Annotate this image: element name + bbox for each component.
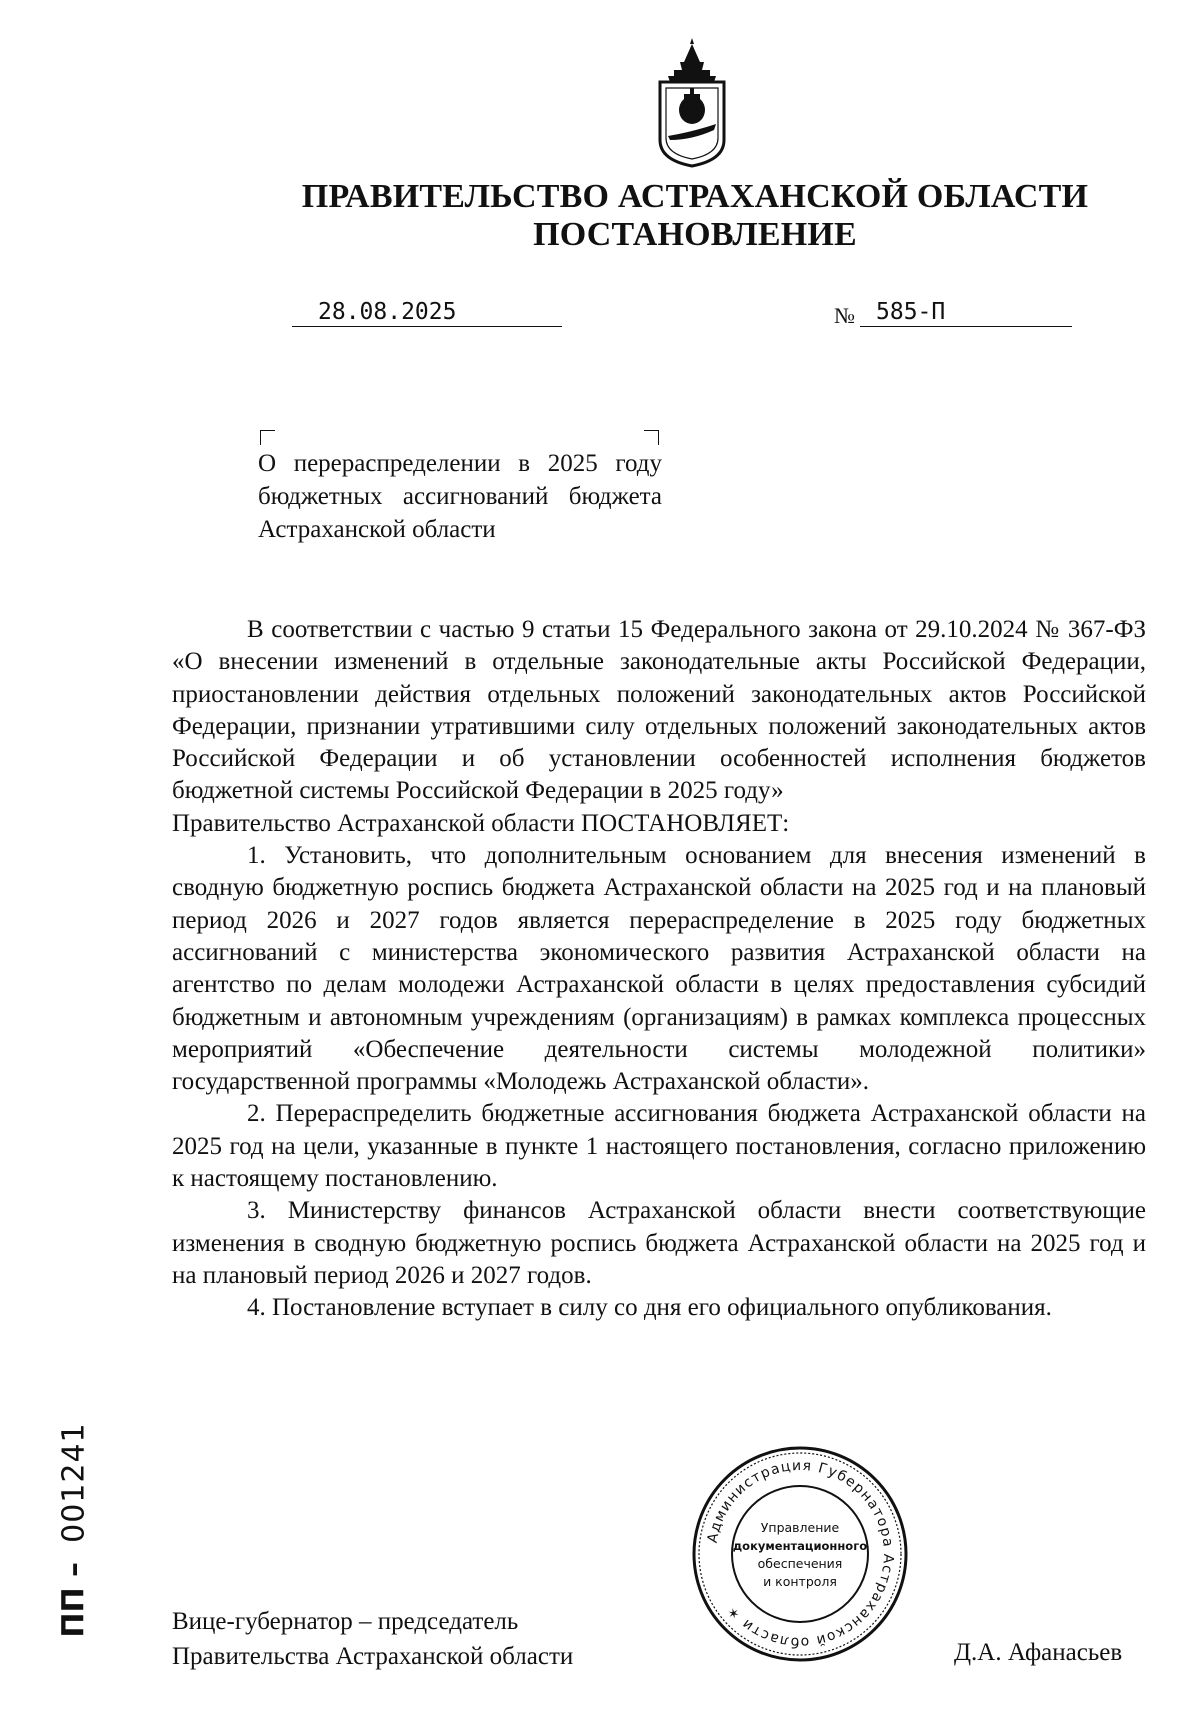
subject-corner-left [260, 430, 275, 445]
number-sign: № [834, 303, 855, 328]
registration-prefix: ПП – [56, 1561, 92, 1638]
signatory-name: Д.А. Афанасьев [954, 1639, 1123, 1666]
document-date-field [292, 298, 562, 327]
document-date: 28.08.2025 [318, 299, 457, 325]
subject-corner-right [644, 430, 659, 445]
stamp-ring-text: Администрация Губернатора Астраханской области ✶ [704, 1457, 897, 1651]
resolution-line: Правительство Астраханской области ПОСТАНОВЛЯЕТ: [172, 809, 790, 837]
document-number-field [860, 298, 1072, 327]
registration-number: 001241 [56, 1422, 92, 1543]
resolution-item-3: 3. Министерству финансов Астраханской области внести соответствующие изменения в сводную бюджетную роспись бюджета Астраханской области на 2025 год и на плановый период 2026 и 2027 годов. [172, 1197, 1146, 1289]
stamp-center-line-2: документационного [732, 1539, 868, 1553]
document-body [172, 614, 1146, 1325]
signatory-position [172, 1604, 573, 1674]
stamp-center-line-4: и контроля [763, 1574, 837, 1589]
document-type-title: ПОСТАНОВЛЕНИЕ [533, 216, 857, 253]
organization-title: ПРАВИТЕЛЬСТВО АСТРАХАНСКОЙ ОБЛАСТИ [301, 178, 1089, 215]
signatory-position-line-2: Правительства Астраханской области [172, 1643, 574, 1670]
resolution-item-4: 4. Постановление вступает в силу со дня его официального опубликования. [247, 1294, 1052, 1322]
document-subject: О перераспределении в 2025 году бюджетных ассигнований бюджета Астраханской области [258, 450, 662, 543]
stamp-center-line-3: обеспечения [757, 1556, 843, 1571]
preamble-paragraph: В соответствии с частью 9 статьи 15 Федерального закона от 29.10.2024 № 367-ФЗ «О внесении изменений в отдельные законодательные акты Российской Федерации, приостановлении действия отдельных положений законодательных актов Российской Федерации, признании утратившими силу отдельных положений законодательных актов Российской Федерации и об установлении особенностей исполнения бюджетов бюджетной системы Российской Федерации в 2025 году» [172, 616, 1146, 805]
resolution-item-1: 1. Установить, что дополнительным основанием для внесения изменений в сводную бюджетную роспись бюджета Астраханской области на 2025 год и на плановый период 2026 и 2027 годов является перераспределение в 2025 году бюджетных ассигнований с министерства экономического развития Астраханской области на агентство по делам молодежи Астраханской области в целях предоставления субсидий бюджетным и автономным учреждениям (организациям) в рамках комплекса процессных мероприятий «Обеспечение деятельности системы молодежной политики» государственной программы «Молодежь Астраханской области». [172, 842, 1146, 1096]
resolution-item-2: 2. Перераспределить бюджетные ассигнования бюджета Астраханской области на 2025 год на цели, указанные в пункте 1 настоящего постановления, согласно приложению к настоящему постановлению. [172, 1100, 1146, 1193]
astrakhan-coat-of-arms-icon [654, 36, 730, 168]
stamp-center-line-1: Управление [760, 1520, 840, 1535]
signatory-position-line-1: Вице-губернатор – председатель [172, 1608, 519, 1635]
document-number: 585-П [876, 299, 946, 325]
registration-mark [46, 1395, 102, 1665]
official-stamp [690, 1444, 910, 1664]
